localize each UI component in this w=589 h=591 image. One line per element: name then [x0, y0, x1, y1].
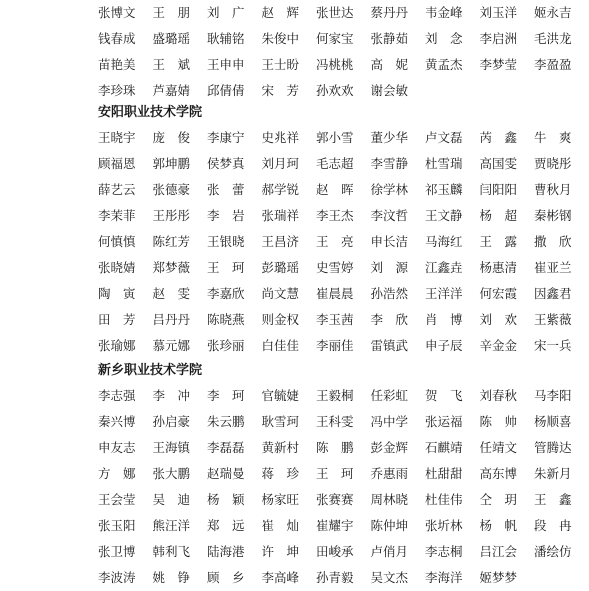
- person-name: 苗艳美: [98, 57, 136, 72]
- person-name: 白佳佳: [261, 338, 300, 353]
- person-name: 王 斌: [152, 57, 191, 72]
- person-name: 秦兴博: [98, 414, 136, 429]
- person-name: 张赛赛: [316, 492, 354, 507]
- person-name: 郭小雪: [316, 130, 354, 145]
- person-name: 孙欢欢: [316, 83, 354, 98]
- person-name: 卢俏月: [370, 544, 409, 559]
- name-row: [98, 487, 572, 513]
- person-name: 朱云鹏: [207, 414, 245, 429]
- person-name: 李王杰: [316, 208, 354, 223]
- person-name: 姬永吉: [534, 5, 572, 20]
- person-name: 耿雪珂: [261, 414, 300, 429]
- person-name: 李盈盈: [534, 57, 572, 72]
- person-name: 乔惠雨: [370, 466, 409, 481]
- person-name: 马李阳: [534, 388, 572, 403]
- person-name: 李康宁: [207, 130, 245, 145]
- person-name: 田 芳: [98, 312, 136, 327]
- person-name: 陈 帅: [479, 414, 518, 429]
- person-name: 孙浩然: [370, 286, 409, 301]
- person-name: 王 露: [479, 234, 518, 249]
- person-name: 陶 寅: [98, 286, 136, 301]
- person-name: 贺 飞: [425, 388, 463, 403]
- person-name: 毛志超: [316, 156, 354, 171]
- person-name: 孙青毅: [316, 570, 354, 585]
- person-name: 高国雯: [479, 156, 518, 171]
- person-name: 吴 迪: [152, 492, 191, 507]
- name-row: [98, 383, 572, 409]
- person-name: 李 欣: [370, 312, 409, 327]
- person-name: 韩利飞: [152, 544, 191, 559]
- person-name: 王士盼: [261, 57, 300, 72]
- name-row: [98, 125, 572, 151]
- person-name: 石麒靖: [425, 440, 463, 455]
- name-list-xinxiang: [98, 383, 572, 591]
- person-name: 杨顺喜: [534, 414, 572, 429]
- person-name: 王 亮: [316, 234, 354, 249]
- name-row: [98, 307, 572, 333]
- person-name: 杨惠清: [479, 260, 518, 275]
- name-row: [98, 435, 572, 461]
- person-name: 姬梦梦: [479, 570, 518, 585]
- person-name: 张瑞祥: [261, 208, 300, 223]
- person-name: 芦嘉婧: [152, 83, 191, 98]
- person-name: 赵 雯: [152, 286, 191, 301]
- person-name: 张大鹏: [152, 466, 191, 481]
- person-name: 管腾达: [534, 440, 572, 455]
- person-name: 何家宝: [316, 31, 354, 46]
- person-name: 刘玉洋: [479, 5, 518, 20]
- person-name: 宋一兵: [534, 338, 572, 353]
- person-name: 盛璐瑶: [152, 31, 191, 46]
- person-name: 何慎慎: [98, 234, 136, 249]
- person-name: 周林晓: [370, 492, 409, 507]
- person-name: 蔡丹丹: [370, 5, 409, 20]
- person-name: 杜佳伟: [425, 492, 463, 507]
- person-name: 王海镇: [152, 440, 191, 455]
- name-row: [98, 229, 572, 255]
- person-name: 彭璐瑶: [261, 260, 300, 275]
- person-name: 郝学锐: [261, 182, 300, 197]
- person-name: 宋 芳: [261, 83, 300, 98]
- person-name: 崔晨晨: [316, 286, 354, 301]
- person-name: 祁玉麟: [425, 182, 463, 197]
- person-name: 肖 博: [425, 312, 463, 327]
- person-name: 李志强: [98, 388, 136, 403]
- person-name: 王申申: [207, 57, 245, 72]
- person-name: 牛 爽: [534, 130, 572, 145]
- person-name: 何宏霞: [479, 286, 518, 301]
- person-name: 王 朋: [152, 5, 191, 20]
- name-row: [98, 52, 572, 78]
- person-name: 孙启豪: [152, 414, 191, 429]
- person-name: 李磊磊: [207, 440, 245, 455]
- person-name: 贾晓彤: [534, 156, 572, 171]
- person-name: 朱俊中: [261, 31, 300, 46]
- person-name: 张玉阳: [98, 518, 136, 533]
- person-name: 刘 念: [425, 31, 463, 46]
- person-name: 李珍珠: [98, 83, 136, 98]
- person-name: 雷镇武: [370, 338, 409, 353]
- person-name: 杜雪瑞: [425, 156, 463, 171]
- person-name: 赵 晖: [316, 182, 354, 197]
- person-name: 王会莹: [98, 492, 136, 507]
- person-name: 申子辰: [425, 338, 463, 353]
- person-name: 因鑫君: [534, 286, 572, 301]
- person-name: 李高峰: [261, 570, 300, 585]
- person-name: 杨 超: [479, 208, 518, 223]
- section-title-anyang: 安阳职业技术学院: [98, 105, 203, 120]
- person-name: 任彩虹: [370, 388, 409, 403]
- person-name: 张德豪: [152, 182, 191, 197]
- person-name: 朱新月: [534, 466, 572, 481]
- person-name: 王昌济: [261, 234, 300, 249]
- person-name: 曹秋月: [534, 182, 572, 197]
- person-name: 辛金金: [479, 338, 518, 353]
- person-name: 耿辅铭: [207, 31, 245, 46]
- person-name: 李茉菲: [98, 208, 136, 223]
- person-name: 江鑫垚: [425, 260, 463, 275]
- person-name: 杨 颖: [207, 492, 245, 507]
- name-row: [98, 513, 572, 539]
- person-name: 李 珂: [207, 388, 245, 403]
- person-name: 史兆祥: [261, 130, 300, 145]
- person-name: 郑梦薇: [152, 260, 191, 275]
- person-name: 杨 帆: [479, 518, 518, 533]
- person-name: 崔 灿: [261, 518, 300, 533]
- person-name: 王 珂: [316, 466, 354, 481]
- person-name: 张 蕾: [207, 182, 245, 197]
- name-row: [98, 177, 572, 203]
- person-name: 李波涛: [98, 570, 136, 585]
- person-name: 李 岩: [207, 208, 245, 223]
- person-name: 陈红芳: [152, 234, 191, 249]
- person-name: 张静茹: [370, 31, 409, 46]
- person-name: 李嘉欣: [207, 286, 245, 301]
- name-row: [98, 281, 572, 307]
- person-name: 董少华: [370, 130, 409, 145]
- person-name: 吕江会: [479, 544, 518, 559]
- section-title-xinxiang: 新乡职业技术学院: [98, 363, 203, 378]
- person-name: 张卫博: [98, 544, 136, 559]
- person-name: 黄孟杰: [425, 57, 463, 72]
- person-name: 李梦莹: [479, 57, 518, 72]
- person-name: 李志桐: [425, 544, 463, 559]
- person-name: 赵 辉: [261, 5, 300, 20]
- person-name: 彭金辉: [370, 440, 409, 455]
- person-name: 陈 鹏: [316, 440, 354, 455]
- person-name: 崔耀宇: [316, 518, 354, 533]
- person-name: 侯梦真: [207, 156, 245, 171]
- name-row: [98, 203, 572, 229]
- person-name: 赵瑞曼: [207, 466, 245, 481]
- name-row: [98, 78, 538, 104]
- person-name: 姚 铮: [152, 570, 191, 585]
- person-name: 王彤彤: [152, 208, 191, 223]
- person-name: 顾 乡: [207, 570, 245, 585]
- person-name: 李海洋: [425, 570, 463, 585]
- person-name: 毛洪龙: [534, 31, 572, 46]
- person-name: 李 冲: [152, 388, 191, 403]
- person-name: 崔亚兰: [534, 260, 572, 275]
- person-name: 张圻林: [425, 518, 463, 533]
- person-name: 马海红: [425, 234, 463, 249]
- person-name: 高东博: [479, 466, 518, 481]
- person-name: 尚文慧: [261, 286, 300, 301]
- person-name: 郑 远: [207, 518, 245, 533]
- name-row: [98, 151, 572, 177]
- person-name: 官毓婕: [261, 388, 300, 403]
- person-name: 田峻承: [316, 544, 354, 559]
- person-name: 任靖文: [479, 440, 518, 455]
- name-row: [98, 255, 572, 281]
- person-name: 秦彬钢: [534, 208, 572, 223]
- person-name: 张瑜娜: [98, 338, 136, 353]
- name-row: [98, 565, 538, 591]
- person-name: 王晓宇: [98, 130, 136, 145]
- person-name: 申长洁: [370, 234, 409, 249]
- person-name: 张珍丽: [207, 338, 245, 353]
- name-list-top: [98, 0, 572, 104]
- person-name: 王科雯: [316, 414, 354, 429]
- name-list-anyang: [98, 125, 572, 359]
- person-name: 韦金峰: [425, 5, 463, 20]
- person-name: 王紫薇: [534, 312, 572, 327]
- person-name: 冯中学: [370, 414, 409, 429]
- person-name: 王毅桐: [316, 388, 354, 403]
- person-name: 徐学林: [370, 182, 409, 197]
- name-row: [98, 26, 572, 52]
- person-name: 杜甜甜: [425, 466, 463, 481]
- name-row: [98, 333, 572, 359]
- person-name: 潘绘仿: [534, 544, 572, 559]
- person-name: 段 冉: [534, 518, 572, 533]
- person-name: 刘 源: [370, 260, 409, 275]
- person-name: 刘春秋: [479, 388, 518, 403]
- person-name: 薛艺云: [98, 182, 136, 197]
- person-name: 卢文磊: [425, 130, 463, 145]
- person-name: 李丽佳: [316, 338, 354, 353]
- person-name: 陈晓燕: [207, 312, 245, 327]
- person-name: 张运福: [425, 414, 463, 429]
- person-name: 冯桃桃: [316, 57, 354, 72]
- person-name: 闫阳阳: [479, 182, 518, 197]
- name-row: [98, 409, 572, 435]
- person-name: 申友志: [98, 440, 136, 455]
- person-name: 熊汪洋: [152, 518, 191, 533]
- person-name: 吕丹丹: [152, 312, 191, 327]
- person-name: 史雪婷: [316, 260, 354, 275]
- person-name: 顾福恩: [98, 156, 136, 171]
- person-name: 杨家旺: [261, 492, 300, 507]
- person-name: 吴文杰: [370, 570, 409, 585]
- name-row: [98, 0, 572, 26]
- person-name: 刘月珂: [261, 156, 300, 171]
- person-name: 王银晓: [207, 234, 245, 249]
- person-name: 刘 广: [207, 5, 245, 20]
- person-name: 方 娜: [98, 466, 136, 481]
- person-name: 郭坤鹏: [152, 156, 191, 171]
- person-name: 刘 欢: [479, 312, 518, 327]
- person-name: 蒋 珍: [261, 466, 300, 481]
- person-name: 仝 玥: [479, 492, 518, 507]
- person-name: 芮 鑫: [479, 130, 518, 145]
- person-name: 则金权: [261, 312, 300, 327]
- person-name: 李汶哲: [370, 208, 409, 223]
- person-name: 陆海港: [207, 544, 245, 559]
- name-row: [98, 539, 572, 565]
- name-row: [98, 461, 572, 487]
- person-name: 黄新村: [261, 440, 300, 455]
- person-name: 撒 欣: [534, 234, 572, 249]
- person-name: 张世达: [316, 5, 354, 20]
- person-name: 李玉茜: [316, 312, 354, 327]
- person-name: 李启洲: [479, 31, 518, 46]
- person-name: 谢会敏: [370, 83, 409, 98]
- person-name: 钱春成: [98, 31, 136, 46]
- person-name: 张晓婧: [98, 260, 136, 275]
- person-name: 李雪静: [370, 156, 409, 171]
- person-name: 王 珂: [207, 260, 245, 275]
- person-name: 王文静: [425, 208, 463, 223]
- person-name: 慕元娜: [152, 338, 191, 353]
- person-name: 高 妮: [370, 57, 409, 72]
- person-name: 张博文: [98, 5, 136, 20]
- person-name: 邱倩倩: [207, 83, 245, 98]
- person-name: 王 鑫: [534, 492, 572, 507]
- person-name: 王洋洋: [425, 286, 463, 301]
- person-name: 庞 俊: [152, 130, 191, 145]
- person-name: 许 坤: [261, 544, 300, 559]
- person-name: 陈仲坤: [370, 518, 409, 533]
